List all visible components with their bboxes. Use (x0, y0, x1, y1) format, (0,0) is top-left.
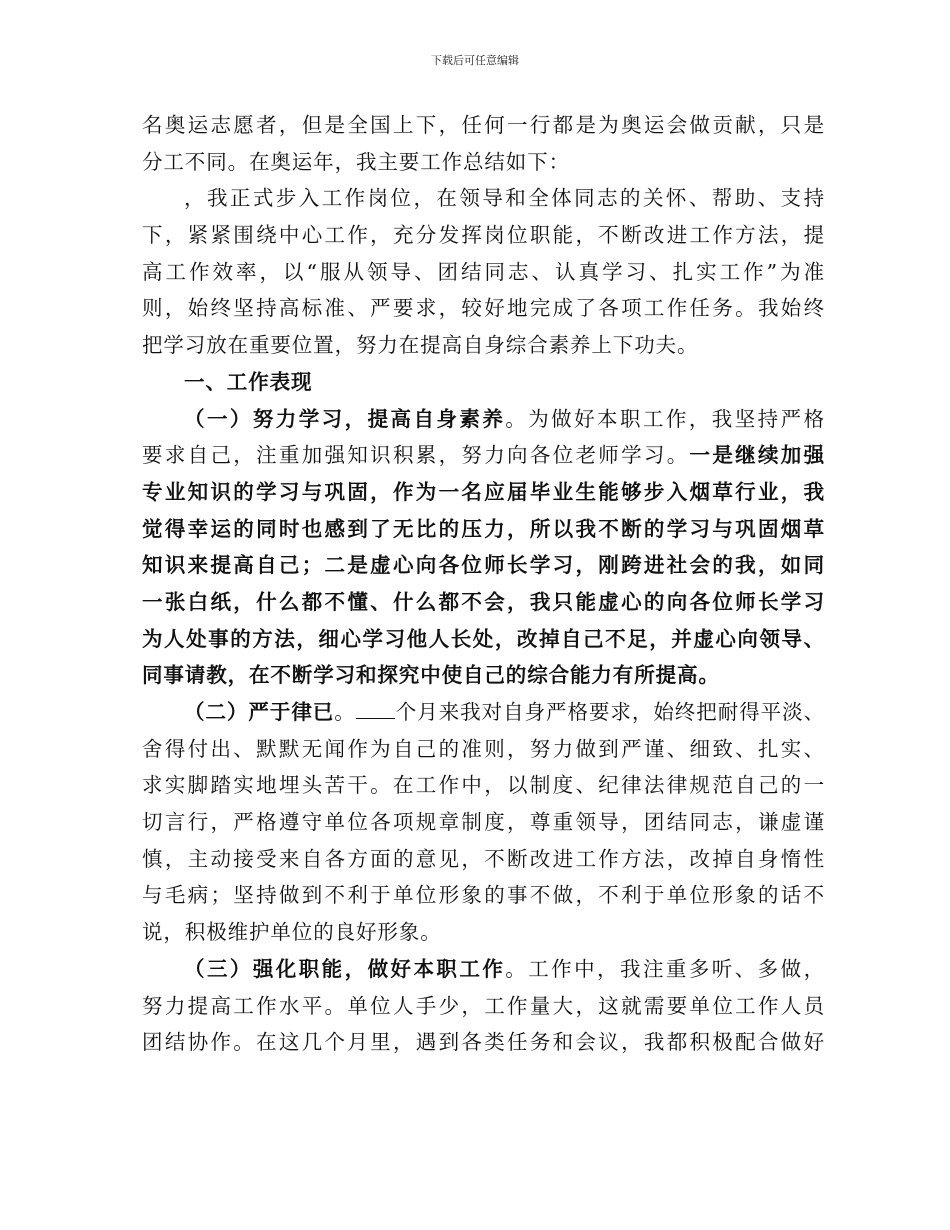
bold-text-segment: 觉得幸运的同时也感到了无比的压力，所以我不断的学习与巩固烟草 (142, 516, 825, 541)
text-line (142, 1024, 825, 1061)
text-segment: 则，始终坚持高标准、严要求，较好地完成了各项工作任务。我始终 (142, 296, 825, 321)
text-line (142, 657, 825, 694)
text-line (142, 914, 825, 951)
text-line (142, 877, 825, 914)
text-segment: 慎，主动接受来自各方面的意见，不断改进工作方法，改掉自身惰性 (142, 846, 825, 871)
text-segment: 名奥运志愿者，但是全国上下，任何一行都是为奥运会做贡献，只是 (142, 113, 825, 137)
bold-text-segment: 知识来提高自己；二是虚心向各位师长学习，刚跨进社会的我，如同 (142, 553, 825, 578)
text-line (142, 401, 825, 438)
text-line (142, 290, 825, 327)
bold-text-segment: 同事请教，在不断学习和探究中使自己的综合能力有所提高。 (142, 663, 720, 688)
text-line (142, 437, 825, 474)
text-line (142, 988, 825, 1025)
text-segment: 与毛病；坚持做到不利于单位形象的事不做，不利于单位形象的话不 (142, 883, 825, 908)
text-line (142, 254, 825, 291)
text-line (142, 694, 825, 731)
bold-text-segment: 专业知识的学习与巩固，作为一名应届毕业生能够步入烟草行业，我 (142, 479, 825, 504)
text-line (142, 547, 825, 584)
text-line (142, 951, 825, 988)
text-line (142, 841, 825, 878)
text-line (142, 767, 825, 804)
document-body (142, 107, 825, 1061)
text-segment: 下，紧紧围绕中心工作，充分发挥岗位职能，不断改进工作方法，提 (142, 223, 825, 248)
text-line (142, 621, 825, 658)
text-line (142, 180, 825, 217)
text-segment: 分工不同。在奥运年，我主要工作总结如下： (142, 149, 570, 174)
fill-in-blank (356, 700, 395, 719)
bold-text-segment: （一）努力学习，提高自身素养 (184, 406, 506, 431)
text-segment: 切言行，严格遵守单位各项规章制度，尊重领导，团结同志，谦虚谨 (142, 810, 825, 835)
bold-text-segment: 一是继续加强 (689, 443, 825, 468)
text-segment: 。为做好本职工作，我坚持严格 (505, 406, 825, 431)
text-segment: 。 (334, 700, 356, 724)
page-header: 下载后可任意编辑 (431, 54, 519, 67)
text-segment: ，我正式步入工作岗位，在领导和全体同志的关怀、帮助、支持 (184, 186, 825, 211)
bold-text-segment: （三）强化职能，做好本职工作 (184, 956, 506, 981)
text-segment: 团结协作。在这几个月里，遇到各类任务和会议，我都积极配合做好 (142, 1030, 825, 1055)
text-line (142, 364, 825, 401)
text-segment: 要求自己，注重加强知识积累，努力向各位老师学习。 (142, 443, 690, 468)
bold-text-segment: 一、工作表现 (184, 369, 313, 394)
text-segment: 把学习放在重要位置，努力在提高自身综合素养上下功夫。 (142, 333, 699, 358)
text-line (142, 511, 825, 548)
text-line (142, 327, 825, 364)
text-segment: 求实脚踏实地埋头苦干。在工作中，以制度、纪律法律规范自己的一 (142, 773, 825, 798)
bold-text-segment: 一张白纸，什么都不懂、什么都不会，我只能虚心的向各位师长学习 (142, 589, 825, 614)
text-line (142, 474, 825, 511)
text-segment: 说，积极维护单位的良好形象。 (142, 920, 442, 945)
text-line (142, 584, 825, 621)
text-line (142, 107, 825, 144)
text-segment: 努力提高工作水平。单位人手少，工作量大，这就需要单位工作人员 (142, 993, 825, 1018)
text-segment: 舍得付出、默默无闻作为自己的准则，努力做到严谨、细致、扎实、 (142, 736, 825, 761)
text-segment: 个月来我对自身严格要求，始终把耐得平淡、 (395, 700, 825, 724)
bold-text-segment: 为人处事的方法，细心学习他人长处，改掉自己不足，并虚心向领导、 (142, 626, 825, 651)
text-line (142, 731, 825, 768)
text-segment: 。工作中，我注重多听、多做， (505, 956, 825, 981)
text-line (142, 217, 825, 254)
text-segment: 高工作效率，以“服从领导、团结同志、认真学习、扎实工作”为准 (142, 259, 825, 284)
bold-text-segment: （二）严于律已 (184, 700, 335, 724)
text-line (142, 144, 825, 181)
text-line (142, 804, 825, 841)
